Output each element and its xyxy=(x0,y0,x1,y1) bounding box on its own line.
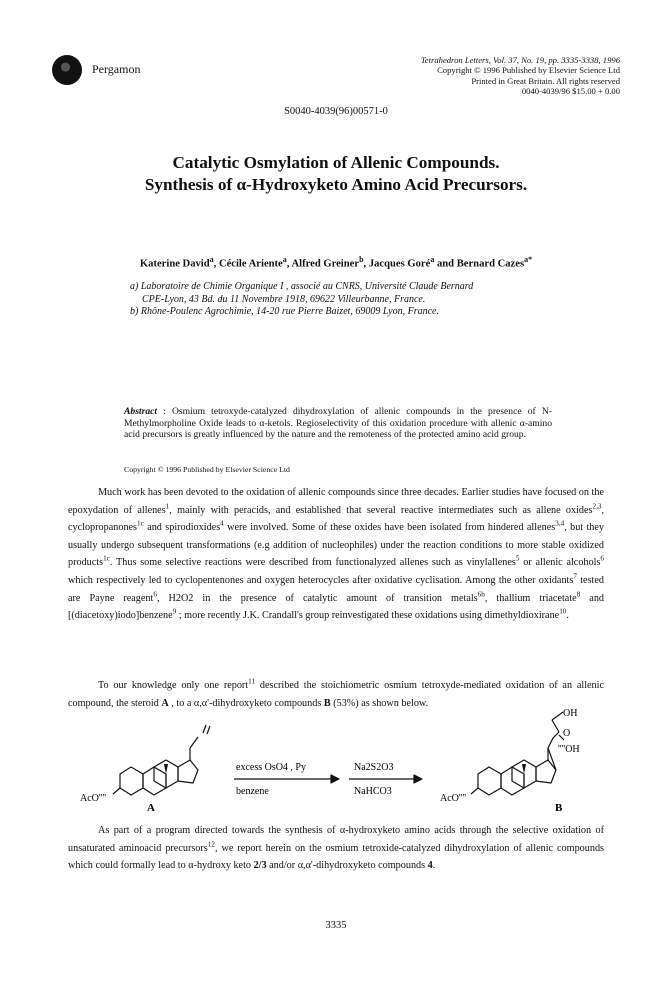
steroid-b-structure xyxy=(471,712,564,795)
reference-superscript: 11 xyxy=(248,677,256,686)
reagent-1-top: excess OsO4 , Py xyxy=(236,762,306,773)
author-affiliation-mark: a xyxy=(209,255,214,264)
text-run: , mainly with peracids, and established that several reactive intermediates such as allene oxides xyxy=(169,504,593,516)
author-affiliation-mark: a xyxy=(282,255,287,264)
author-affiliation-mark: b xyxy=(359,255,364,264)
author-name: Jacques Goré xyxy=(368,258,431,270)
abstract-copyright: Copyright © 1996 Published by Elsevier Science Ltd xyxy=(124,465,290,474)
compound-label-a: A xyxy=(147,802,155,814)
text-run: , H2O2 in the presence of catalytic amount of transition metals xyxy=(156,592,478,604)
text-run: tested are Payne reagent xyxy=(68,574,604,604)
author-list: Katerine David$^a$, Cécile Ariente$^a$, Alfred Greiner$^b$, Jacques Goré$^a$ and Bernard Cazes$^{a*}$ xyxy=(139,255,533,270)
affiliation-a: a) Laboratoire de Chimie Organique I , associé au CNRS, Université Claude Bernard xyxy=(130,281,474,292)
abstract-label: Abstract xyxy=(124,406,158,417)
text-run: Much work has been devoted to the oxidation of allenic compounds since three decades. Earlier studies have focused on the epoxydation of allenes xyxy=(68,487,604,516)
text-run: , thallium triacetate xyxy=(484,592,577,604)
text-run: and/or α,α'-dihydroxyketo compounds xyxy=(266,860,428,872)
text-run: were involved. Some of these oxides have been isolated from hindered allenes xyxy=(223,522,556,534)
reagent-1-bottom: benzene xyxy=(236,786,269,797)
reference-superscript: 4 xyxy=(220,519,224,528)
reference-superscript: 10 xyxy=(559,607,567,616)
reference-superscript: 6b xyxy=(477,590,485,599)
author-affiliation-mark: a* xyxy=(524,255,533,264)
text-run: and spirodioxides xyxy=(143,522,221,534)
body-paragraph-3 xyxy=(68,822,604,875)
reference-superscript: 9 xyxy=(172,607,177,616)
publisher-name: Pergamon xyxy=(92,62,141,76)
reference-superscript: 6 xyxy=(600,554,605,563)
compound-reference: 2/3 xyxy=(253,860,267,872)
compound-reference: 4 xyxy=(427,860,433,872)
reagent-2-bottom: NaHCO3 xyxy=(354,786,392,797)
reference-superscript: 5 xyxy=(515,554,520,563)
acetoxy-label-b: AcO'''' xyxy=(440,793,467,804)
text-run: ; more recently J.K. Crandall's group reinvestigated these oxidations using dimethyldioxirane xyxy=(176,610,560,622)
journal-line: Copyright © 1996 Published by Elsevier Science Ltd xyxy=(437,65,620,76)
text-run: , to a α,α'-dihydroxyketo compounds xyxy=(168,697,324,709)
hydroxyl-label-side: ''''OH xyxy=(558,744,580,755)
reference-superscript: 8 xyxy=(576,590,581,599)
author-name: Katerine David xyxy=(139,258,210,270)
reference-superscript: 1 xyxy=(165,502,170,511)
reference-superscript: 7 xyxy=(573,572,577,581)
text-run: As part of a program directed towards the synthesis of α-hydroxyketo amino acids through the selective oxidation of unsaturated aminoacid precursors xyxy=(68,825,604,854)
title-line-2: Synthesis of α-Hydroxyketo Amino Acid Precursors. xyxy=(144,175,528,194)
reference-superscript: 12 xyxy=(207,840,215,849)
text-run: and [(diacetoxy)iodo]benzene xyxy=(68,592,605,622)
text-run: To our knowledge only one report xyxy=(98,680,249,691)
journal-line: 0040-4039/96 $15.00 + 0.00 xyxy=(521,86,620,97)
reference-superscript: 1c xyxy=(137,519,144,528)
text-run: described the stoichiometric osmium tetroxyde-mediated oxidation of an allenic compound, the steroid xyxy=(68,680,605,709)
text-run: . xyxy=(432,860,436,872)
author-name: Alfred Greiner xyxy=(291,258,360,270)
author-name: Cécile Ariente xyxy=(218,258,283,270)
title-line-1: Catalytic Osmylation of Allenic Compounds. xyxy=(172,153,500,172)
page-number: 3335 xyxy=(325,920,347,931)
text-run: , but they usually undergo subsequent transformations (e.g addition of nucleophiles) under the reaction conditions to more stable oxidized products xyxy=(68,522,605,569)
acetoxy-label-a: AcO'''' xyxy=(80,793,107,804)
compound-reference: A xyxy=(161,697,169,709)
text-run: or allenic alcohols xyxy=(519,557,601,569)
affiliation-a-address: CPE-Lyon, 43 Bd. du 11 Novembre 1918, 69622 Villeurbanne, France. xyxy=(142,293,426,305)
text-run: (53%) as shown below. xyxy=(330,697,429,709)
journal-line: Printed in Great Britain. All rights reserved xyxy=(471,75,620,86)
compound-reference: B xyxy=(323,697,331,709)
reference-superscript: 1c xyxy=(103,554,110,563)
text-run: . Thus some selective reactions were described from functionalyzed allenes such as vinylallenes xyxy=(109,557,516,569)
reagent-2-top: Na2S2O3 xyxy=(354,762,394,773)
text-run: which respectively led to cyclopentenones and oxygen heterocycles after oxidative cyclisation. Among the other oxidants xyxy=(68,574,574,586)
reference-superscript: 6 xyxy=(153,590,157,599)
pii-code: S0040-4039(96)00571-0 xyxy=(284,106,388,117)
compound-label-b: B xyxy=(555,802,563,814)
affiliation-b: b) Rhône-Poulenc Agrochimie, 14-20 rue Pierre Baizet, 69009 Lyon, France. xyxy=(130,306,439,318)
text-run: , we report herein on the osmium tetroxide-catalyzed dihydroxylation of allenic compounds which could formally lead to α-hydroxy keto xyxy=(68,842,604,872)
text-run: , cyclopropanones xyxy=(68,504,604,534)
text-run: . xyxy=(566,610,569,622)
abstract-text: : Osmium tetroxyde-catalyzed dihydroxylation of allenic compounds in the presence of N-Methylmorpholine Oxide leads to α-ketols. Regioselectivity of this oxidation procedure with allenic α-amino acid precursors is greatly influenced by the nature and the remoteness of the protected amino acid group. xyxy=(124,406,552,441)
author-name: Bernard Cazes xyxy=(456,258,525,270)
reference-superscript: 3,4 xyxy=(555,519,565,528)
steroid-a-structure xyxy=(113,725,210,795)
paragraph-text xyxy=(68,822,604,875)
carbonyl-label: O xyxy=(563,728,571,739)
author-affiliation-mark: a xyxy=(430,255,435,264)
reference-superscript: 2,3 xyxy=(592,502,602,511)
journal-line: Tetrahedron Letters, Vol. 37, No. 19, pp. 3335-3338, 1996 xyxy=(420,55,620,65)
hydroxyl-label-top: OH xyxy=(563,708,578,719)
